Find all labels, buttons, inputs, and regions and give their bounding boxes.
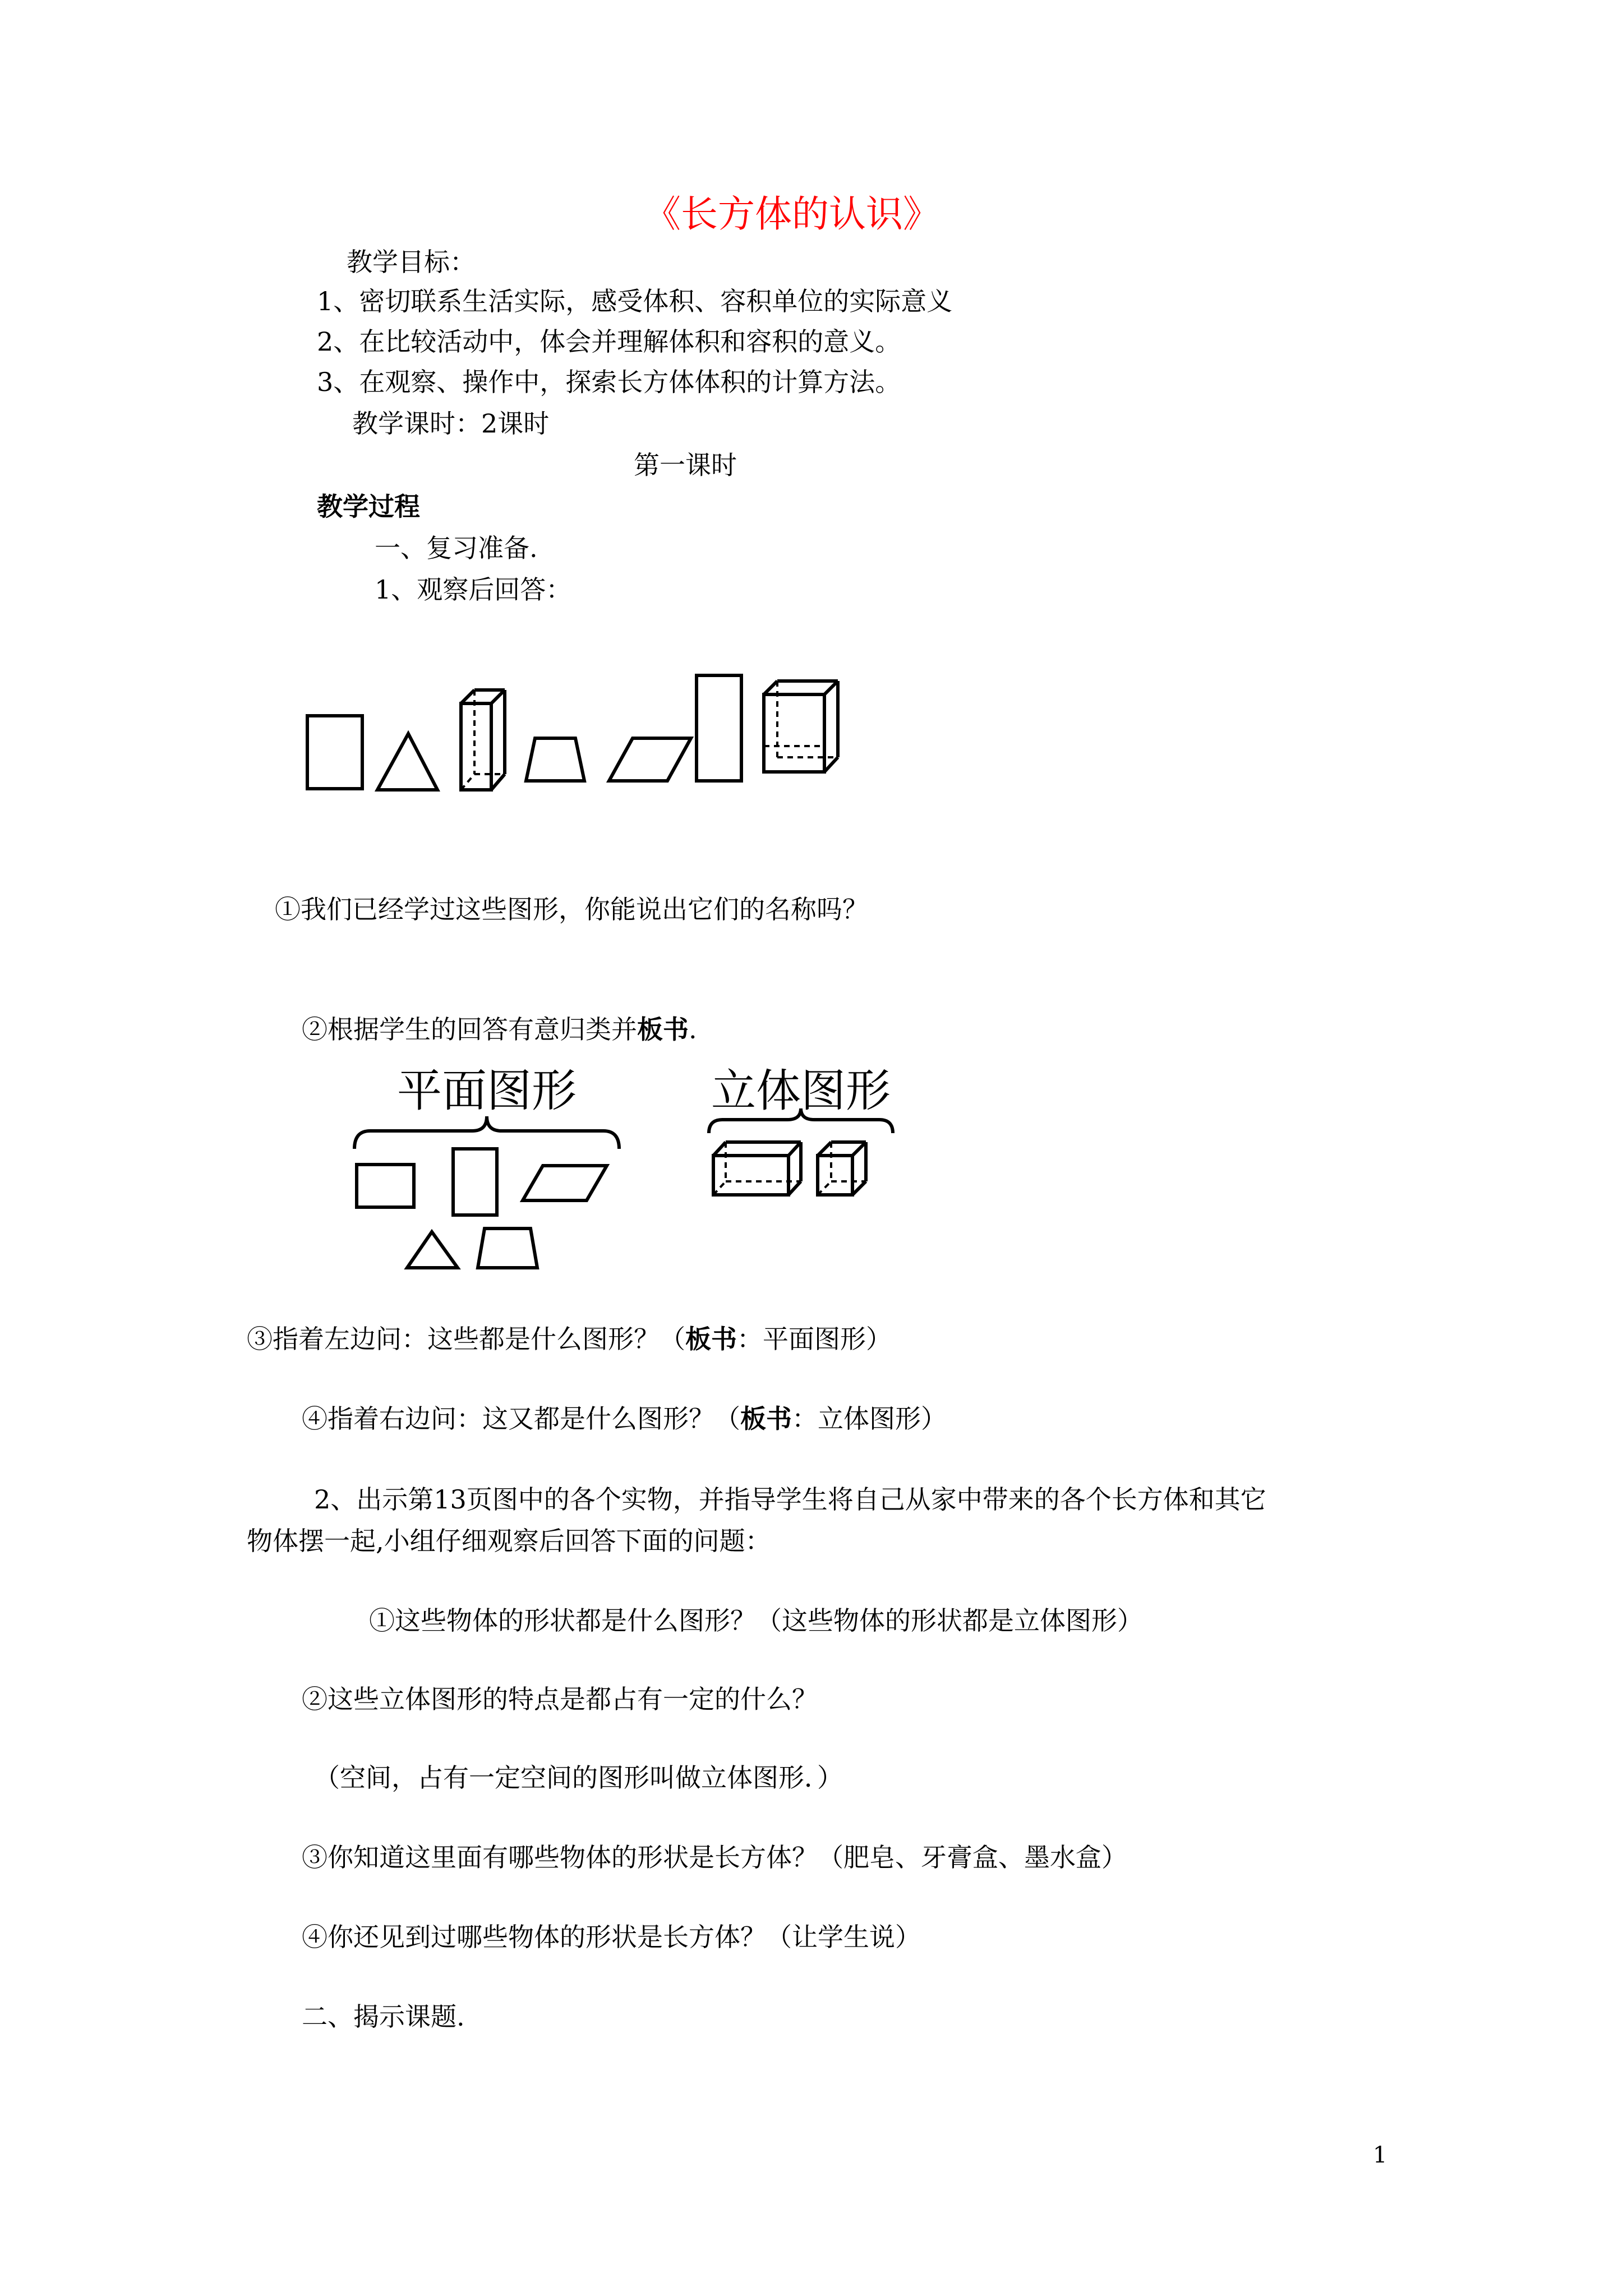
prompt-3 — [247, 1324, 892, 1355]
rectangle-shape — [697, 675, 741, 781]
triangle-shape-2 — [407, 1232, 458, 1268]
answer-3: ③你知道这里面有哪些物体的形状是长方体？（肥皂、牙膏盒、墨水盒） — [302, 1842, 1127, 1872]
large-cuboid-shape — [764, 681, 838, 772]
prompt-3-bold: 板书 — [685, 1324, 737, 1354]
small-cuboid-shape — [461, 690, 505, 790]
shapes-figure-1 — [297, 662, 880, 808]
prompt-4-bold: 板书 — [740, 1404, 792, 1434]
question-2-line-1: 2、出示第13页图中的各个实物，并指导学生将自己从家中带来的各个长方体和其它 — [314, 1484, 1266, 1515]
answer-2: ②这些立体图形的特点是都占有一定的什么？ — [302, 1684, 818, 1714]
objective-item-2: 2、在比较活动中，体会并理解体积和容积的意义。 — [317, 326, 901, 357]
page-title: 《长方体的认识》 — [644, 192, 940, 236]
question-2-line-2: 物体摆一起,小组仔细观察后回答下面的问题： — [247, 1526, 771, 1556]
rectangle-shape-2 — [453, 1149, 497, 1215]
prompt-2 — [302, 1014, 697, 1045]
teaching-hours: 教学课时：2课时 — [352, 408, 550, 439]
cube-shape-2 — [818, 1142, 866, 1195]
process-heading: 教学过程 — [317, 491, 420, 522]
prompt-4 — [302, 1404, 947, 1434]
answer-2-explanation: （空间，占有一定空间的图形叫做立体图形．） — [314, 1763, 843, 1793]
triangle-shape — [377, 734, 437, 790]
objective-item-1: 1、密切联系生活实际，感受体积、容积单位的实际意义 — [317, 286, 953, 316]
plane-figures-label: 平面图形 — [397, 1066, 577, 1117]
section2-title: 二、揭示课题. — [302, 2001, 465, 2032]
prompt-2-text: ②根据学生的回答有意归类并 — [302, 1014, 637, 1045]
objective-item-3: 3、在观察、操作中，探索长方体体积的计算方法。 — [317, 367, 901, 397]
objectives-heading: 教学目标： — [347, 247, 476, 277]
prompt-3-text: ③指着左边问：这些都是什么图形？（ — [247, 1324, 685, 1354]
lesson-heading: 第一课时 — [634, 450, 737, 480]
prompt-4-text: ④指着右边问：这又都是什么图形？（ — [302, 1404, 740, 1434]
plane-figures-brace — [354, 1116, 619, 1149]
square-shape-2 — [357, 1165, 414, 1207]
question-1: 1、观察后回答： — [375, 574, 572, 605]
section1-title: 一、复习准备. — [375, 533, 538, 563]
prompt-4-end: ：立体图形） — [792, 1404, 947, 1434]
parallelogram-shape-2 — [523, 1166, 607, 1200]
prompt-2-bold: 板书 — [637, 1014, 689, 1045]
cuboid-shape-2 — [713, 1142, 801, 1195]
parallelogram-shape — [609, 738, 691, 781]
trapezoid-shape-2 — [478, 1228, 537, 1268]
prompt-1: ①我们已经学过这些图形，你能说出它们的名称吗？ — [275, 894, 868, 924]
prompt-3-end: ：平面图形） — [737, 1324, 892, 1354]
trapezoid-shape — [526, 738, 584, 781]
solid-figures-label: 立体图形 — [711, 1066, 891, 1117]
square-shape — [307, 716, 362, 789]
page-number: 1 — [1373, 2142, 1387, 2168]
answer-1: ①这些物体的形状都是什么图形？（这些物体的形状都是立体图形） — [369, 1605, 1143, 1636]
answer-4: ④你还见到过哪些物体的形状是长方体？（让学生说） — [302, 1922, 921, 1952]
prompt-2-end: . — [689, 1014, 697, 1045]
shapes-figure-2 — [348, 1066, 909, 1290]
